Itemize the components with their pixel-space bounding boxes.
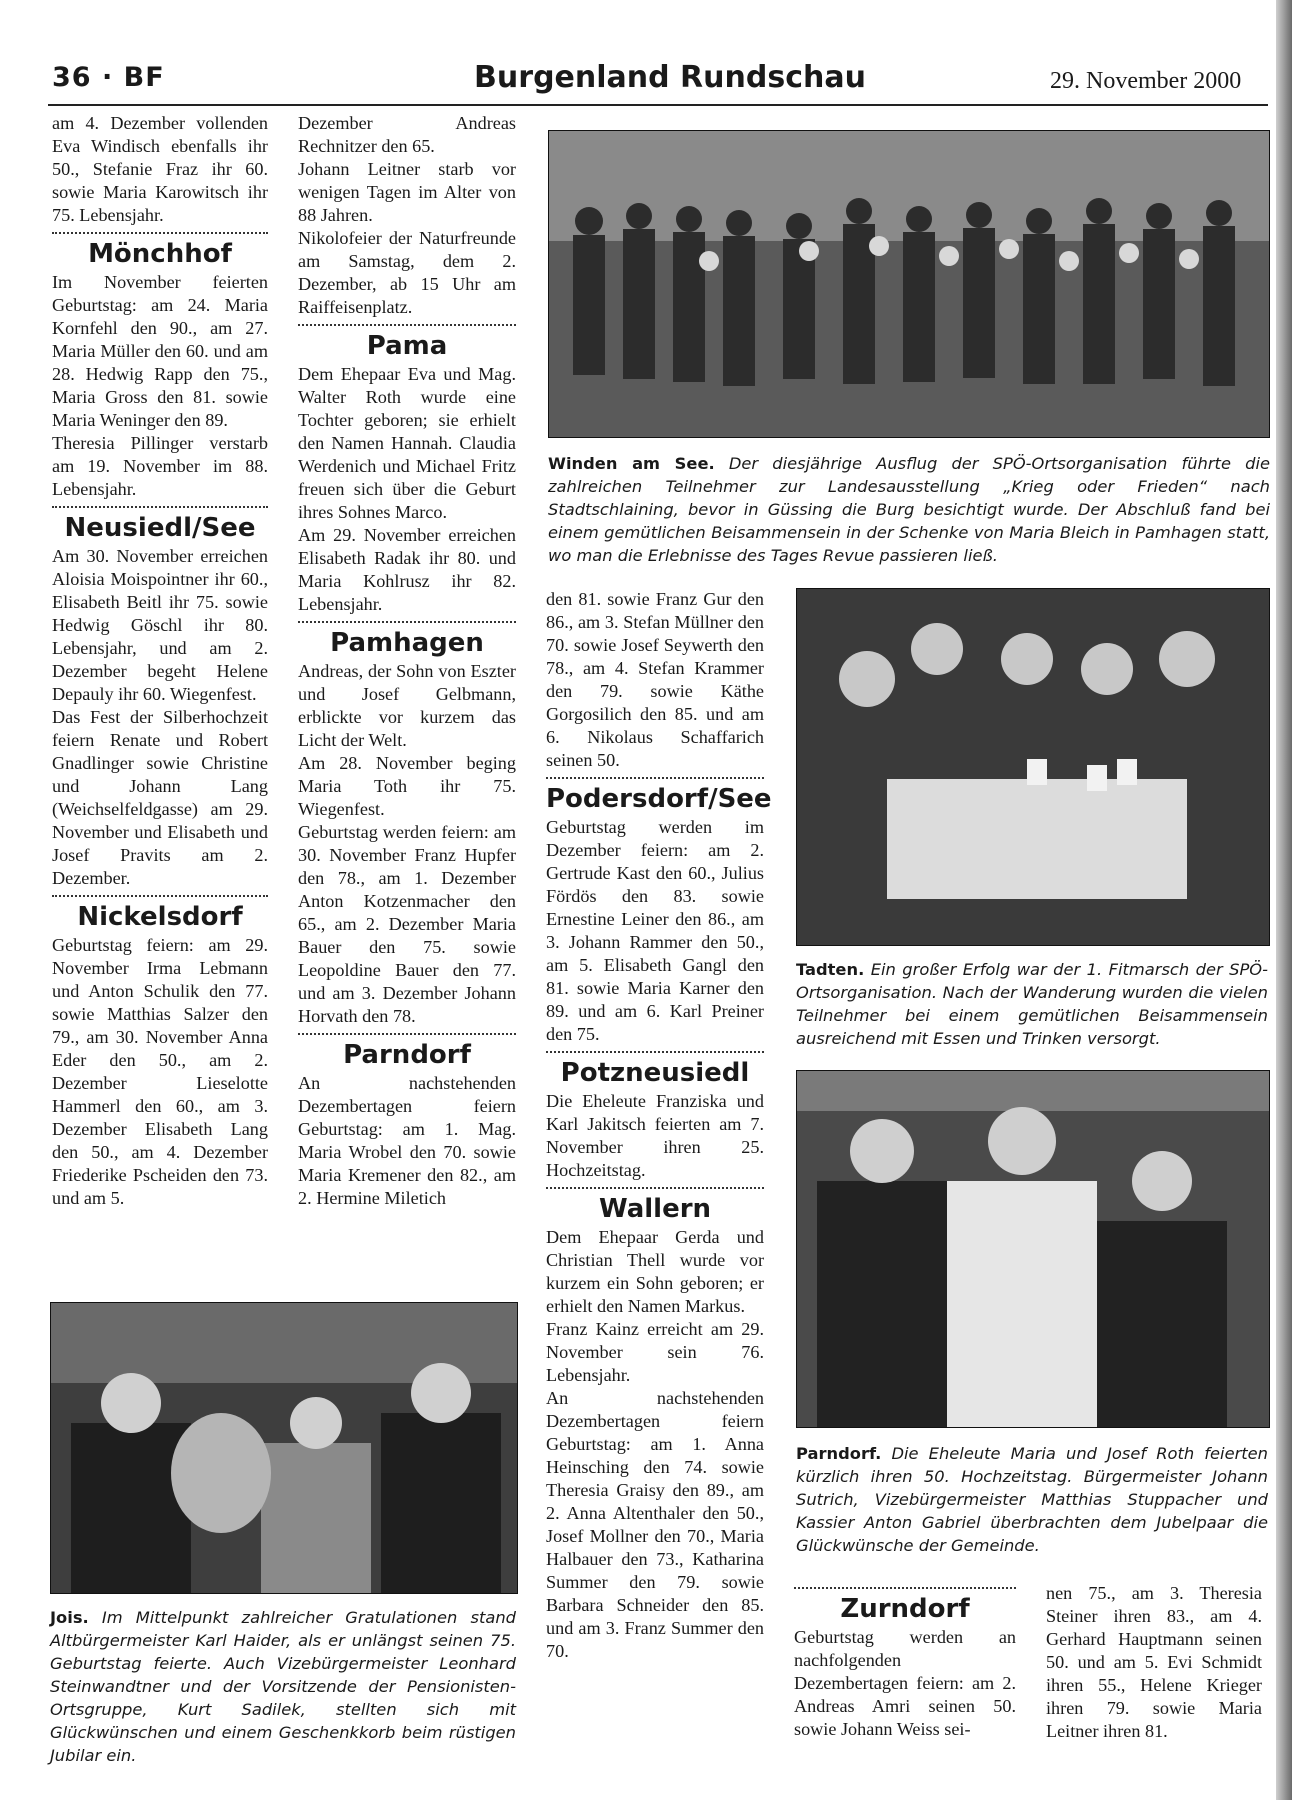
column-2: [298, 112, 516, 1210]
section-heading-parndorf: Parndorf: [343, 1040, 471, 1070]
caption-text: Im Mittelpunkt zahlreicher Gratulationen stand Altbürgermeister Karl Haider, als er unlängst seinen 75. Geburtstag feierte. Auch Vizebürgermeister Leonhard Steinwandtner und der Vorsitzende der Pensionisten-Ortsgruppe, Kurt Sadilek, stellten sich mit Glückwünschen und einem Geschenkkorb beim rüstigen Jubilar ein.: [50, 1608, 516, 1765]
section-heading-podersdorf: Podersdorf/See: [546, 784, 772, 814]
article-text: Franz Kainz erreicht am 29. November sein 76. Lebensjahr.: [546, 1319, 764, 1385]
article-text: Andreas, der Sohn von Eszter und Josef Gelbmann, erblickte vor kurzem das Licht der Welt.: [298, 661, 516, 750]
article-text: Theresia Pillinger verstarb am 19. November im 88. Lebensjahr.: [52, 433, 268, 499]
issue-date: 29. November 2000: [1050, 68, 1242, 94]
divider: [546, 1187, 764, 1189]
article-text: Am 29. November erreichen Elisabeth Radak ihr 80. und Maria Kohlrusz ihr 82. Lebensjahr.: [298, 525, 516, 614]
newspaper-title: Burgenland Rundschau: [474, 60, 866, 95]
article-text: nen 75., am 3. Theresia Steiner ihren 83., am 4. Gerhard Hauptmann seinen 50. und am 5. Evi Schmidt ihren 55., Helene Krieger ihren 79. sowie Maria Leitner ihren 81.: [1046, 1583, 1262, 1741]
caption-winden: [548, 452, 1270, 567]
article-text: Nikolofeier der Naturfreunde am Samstag, dem 2. Dezember, ab 15 Uhr am Raiffeisenplatz.: [298, 228, 516, 317]
header-rule: [48, 104, 1268, 106]
column-1: [52, 112, 268, 1210]
page-number: 36 · BF: [52, 62, 165, 93]
article-text: Geburtstag werden an nachfolgenden Dezembertagen feiern: am 2. Andreas Amri seinen 50. sowie Johann Weiss sei-: [794, 1627, 1016, 1739]
caption-tadten: [796, 958, 1268, 1050]
article-text: am 4. Dezember vollenden Eva Windisch ebenfalls ihr 50., Stefanie Fraz ihr 60. sowie Maria Karowitsch ihr 75. Lebensjahr.: [52, 113, 268, 225]
article-text: Dem Ehepaar Eva und Mag. Walter Roth wurde eine Tochter geboren; sie erhielt den Namen Hannah. Claudia Werdenich und Michael Fritz freuen sich über die Geburt ihres Sohnes Marco.: [298, 364, 516, 522]
section-heading-pama: Pama: [366, 331, 448, 361]
divider: [298, 1033, 516, 1035]
divider: [546, 777, 764, 779]
photo-winden-group: [548, 130, 1270, 438]
caption-place: Winden am See.: [548, 454, 715, 473]
section-heading-wallern: Wallern: [598, 1194, 712, 1224]
caption-parndorf: [796, 1442, 1268, 1557]
caption-text: Der diesjährige Ausflug der SPÖ-Ortsorganisation führte die zahlreichen Teilnehmer zur Landesausstellung „Krieg oder Frieden“ nach Stadtschlaining, bevor in Güssing die Burg besichtigt wurde. Der Abschluß fand bei einem gemütlichen Beisammensein in der Schenke von Maria Bleich in Pamhagen statt, wo man die Erlebnisse des Tages Revue passieren ließ.: [548, 454, 1270, 565]
section-heading-moenchhof: Mönchhof: [88, 239, 232, 269]
caption-text: Die Eheleute Maria und Josef Roth feierten kürzlich ihren 50. Hochzeitstag. Bürgermeister Johann Sutrich, Vizebürgermeister Matthias Stuppacher und Kassier Anton Gabriel überbrachten dem Jubelpaar die Glückwünsche der Gemeinde.: [796, 1444, 1268, 1555]
section-heading-pamhagen: Pamhagen: [330, 628, 484, 658]
article-text: Geburtstag werden im Dezember feiern: am 2. Gertrude Kast den 60., Julius Fördös den 83. sowie Ernestine Leiner den 86., am 3. Johann Rammer den 50., am 5. Elisabeth Gangl den 81. sowie Maria Karner den 89. und am 6. Karl Preiner den 75.: [546, 817, 764, 1044]
caption-place: Parndorf.: [796, 1444, 882, 1463]
page-edge-shadow: [1276, 0, 1292, 1800]
section-heading-nickelsdorf: Nickelsdorf: [77, 902, 243, 932]
caption-jois: [50, 1606, 516, 1767]
divider: [546, 1051, 764, 1053]
article-text: Am 28. November beging Maria Toth ihr 75. Wiegenfest.: [298, 753, 516, 819]
section-heading-neusiedl: Neusiedl/See: [64, 513, 256, 543]
article-text: Dem Ehepaar Gerda und Christian Thell wurde vor kurzem ein Sohn geboren; er erhielt den Namen Markus.: [546, 1227, 764, 1316]
article-text: Im November feierten Geburtstag: am 24. Maria Kornfehl den 90., am 27. Maria Müller den 60. und am 28. Hedwig Rapp den 75., Maria Gross den 81. sowie Maria Weninger den 89.: [52, 272, 268, 430]
article-text: An nachstehenden Dezembertagen feiern Geburtstag: am 1. Anna Heinsching den 74. sowie Theresia Graisy den 89., am 2. Anna Altenthaler den 50., Josef Mollner den 70., Maria Halbauer den 73., Katharina Summer den 79. sowie Barbara Schneider den 85. und am 3. Franz Summer den 70.: [546, 1388, 764, 1661]
article-text: Geburtstag werden feiern: am 30. November Franz Hupfer den 78., am 1. Dezember Anton Kotzenmacher den 65., am 2. Dezember Maria Bauer den 75. sowie Leopoldine Bauer den 77. und am 3. Dezember Johann Horvath den 78.: [298, 822, 516, 1026]
divider: [52, 895, 268, 897]
photo-jois: [50, 1302, 518, 1594]
divider: [52, 232, 268, 234]
divider: [298, 324, 516, 326]
column-4: [794, 1582, 1016, 1741]
column-3: [546, 588, 772, 1663]
article-text: den 81. sowie Franz Gur den 86., am 3. Stefan Müllner den 70. sowie Josef Seywerth den 78., am 4. Stefan Krammer den 79. sowie Käthe Gorgosilich den 85. und am 6. Nikolaus Schaffarich seinen 50.: [546, 589, 764, 770]
divider: [298, 621, 516, 623]
article-text: Johann Leitner starb vor wenigen Tagen im Alter von 88 Jahren.: [298, 159, 516, 225]
column-5: [1046, 1582, 1262, 1743]
photo-tadten: [796, 588, 1270, 946]
divider: [52, 506, 268, 508]
caption-place: Tadten.: [796, 960, 865, 979]
caption-place: Jois.: [50, 1608, 89, 1627]
article-text: Geburtstag feiern: am 29. November Irma Lebmann und Anton Schulik den 77. sowie Matthias Salzer den 79., am 30. November Anna Eder den 50., am 2. Dezember Lieselotte Hammerl den 60., am 3. Dezember Elisabeth Lang den 50., am 4. Dezember Friederike Pscheiden den 73. und am 5.: [52, 935, 268, 1208]
section-heading-potzneusiedl: Potzneusiedl: [560, 1058, 750, 1088]
divider: [794, 1587, 1016, 1589]
section-heading-zurndorf: Zurndorf: [840, 1594, 970, 1624]
article-text: Die Eheleute Franziska und Karl Jakitsch feierten am 7. November ihren 25. Hochzeitstag.: [546, 1091, 764, 1180]
article-text: An nachstehenden Dezembertagen feiern Geburtstag: am 1. Mag. Maria Wrobel den 70. sowie Maria Kremener den 82., am 2. Hermine Miletich: [298, 1073, 516, 1208]
photo-parndorf: [796, 1070, 1270, 1428]
article-text: Am 30. November erreichen Aloisia Moispointner ihr 60., Elisabeth Beitl ihr 75. sowie Hedwig Göschl ihr 80. Lebensjahr, und am 2. Dezember begeht Helene Depauly ihr 60. Wiegenfest.: [52, 546, 268, 704]
article-text: Dezember Andreas Rechnitzer den 65.: [298, 113, 516, 156]
article-text: Das Fest der Silberhochzeit feiern Renate und Robert Gnadlinger sowie Christine und Johann Lang (Weichselfeldgasse) am 29. November und Elisabeth und Josef Pravits am 2. Dezember.: [52, 707, 268, 888]
caption-text: Ein großer Erfolg war der 1. Fitmarsch der SPÖ-Ortsorganisation. Nach der Wanderung wurden die vielen Teilnehmer bei einem gemütlichen Beisammensein ausreichend mit Essen und Trinken versorgt.: [796, 960, 1268, 1048]
